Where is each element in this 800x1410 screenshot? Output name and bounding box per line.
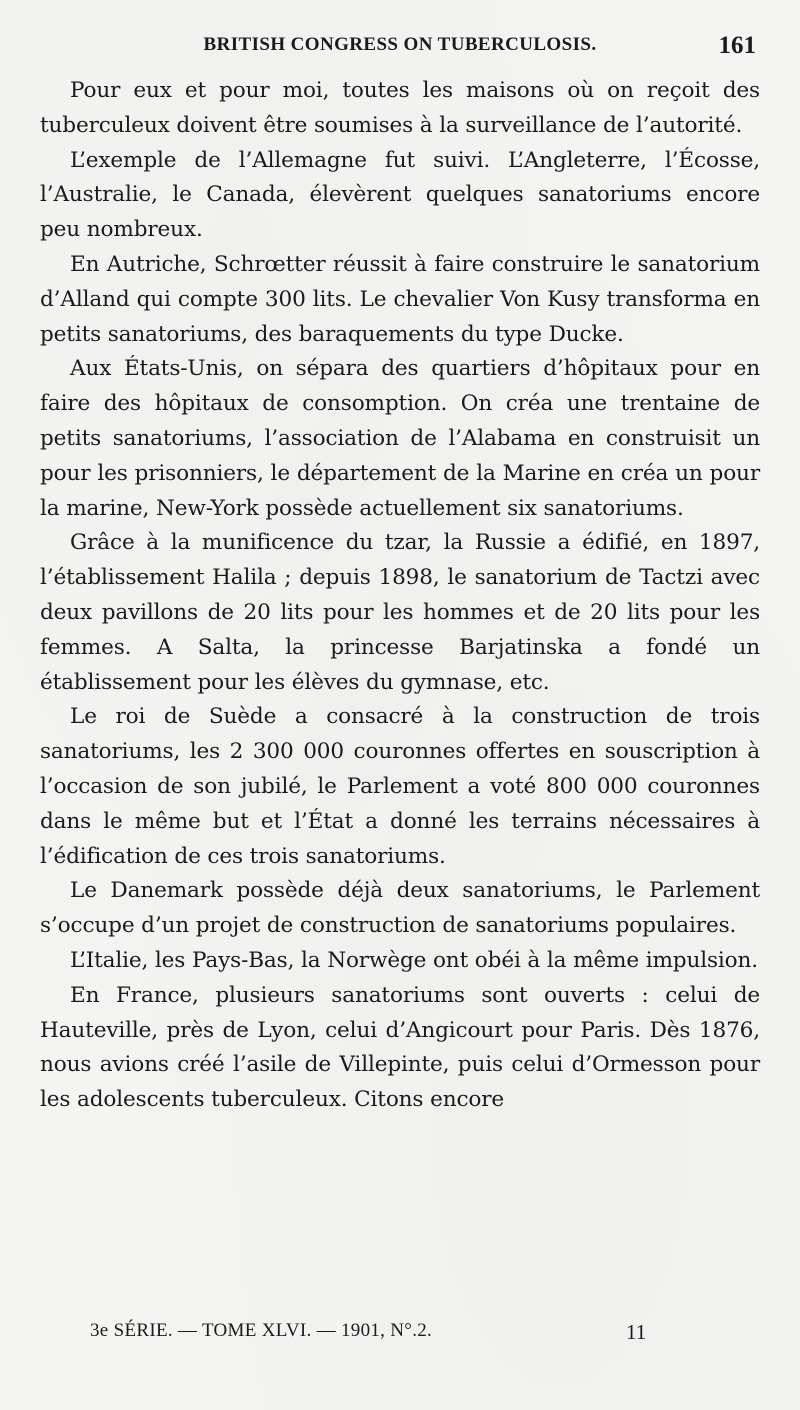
paragraph-italie: L’Italie, les Pays-Bas, la Norwège ont obéi à la même impulsion. <box>70 947 758 973</box>
page-number: 161 <box>718 32 756 59</box>
paragraph-surveillance: Pour eux et pour moi, toutes les maisons où on reçoit des tuberculeux doivent être soumises à la surveillance de l’autorité. <box>40 78 760 138</box>
running-title: BRITISH CONGRESS ON TUBERCULOSIS. <box>203 34 597 55</box>
paragraph-etats-unis: Aux États-Unis, on sépara des quartiers d’hôpitaux pour en faire des hôpitaux de consomption. On créa une trentaine de petits sanatoriums, l’association de l’Alabama en construisit un pour les prisonniers, le département de la Marine en créa un pour la marine, New-York possède actuellement six sanatoriums. <box>40 356 760 521</box>
paragraph-autriche: En Autriche, Schrœtter réussit à faire construire le sanatorium d’Alland qui compte 300 lits. Le chevalier Von Kusy transforma en petits sanatoriums, des baraquements du type Ducke. <box>40 251 760 347</box>
footer-signature-mark: 11 <box>626 1320 647 1344</box>
paragraph-france: En France, plusieurs sanatoriums sont ouverts : celui de Hauteville, près de Lyon, celui d’Angicourt pour Paris. Dès 1876, nous avions créé l’asile de Villepinte, puis celui d’Ormesson pour les adolescents tuberculeux. Citons encore <box>40 982 760 1113</box>
paragraph-russie: Grâce à la munificence du tzar, la Russie a édifié, en 1897, l’établissement Halila ; depuis 1898, le sanatorium de Tactzi avec deux pavillons de 20 lits pour les hommes et de 20 lits pour les femmes. A Salta, la princesse Barjatinska a fondé un établissement pour les élèves du gymnase, etc. <box>40 530 760 695</box>
body-text <box>40 74 760 1118</box>
footer-series-line: 3e SÉRIE. — TOME XLVI. — 1901, N°.2. <box>90 1320 433 1341</box>
running-head <box>40 34 760 64</box>
paragraph-allemagne: L’exemple de l’Allemagne fut suivi. L’Angleterre, l’Écosse, l’Australie, le Canada, élevèrent quelques sanatoriums encore peu nombreux. <box>40 147 760 243</box>
page-footer <box>40 1320 760 1350</box>
paragraph-suede: Le roi de Suède a consacré à la construction de trois sanatoriums, les 2 300 000 couronnes offertes en souscription à l’occasion de son jubilé, le Parlement a voté 800 000 couronnes dans le même but et l’État a donné les terrains nécessaires à l’édification de ces trois sanatoriums. <box>40 704 760 869</box>
paragraph-danemark: Le Danemark possède déjà deux sanatoriums, le Parlement s’occupe d’un projet de construction de sanatoriums populaires. <box>40 878 760 939</box>
